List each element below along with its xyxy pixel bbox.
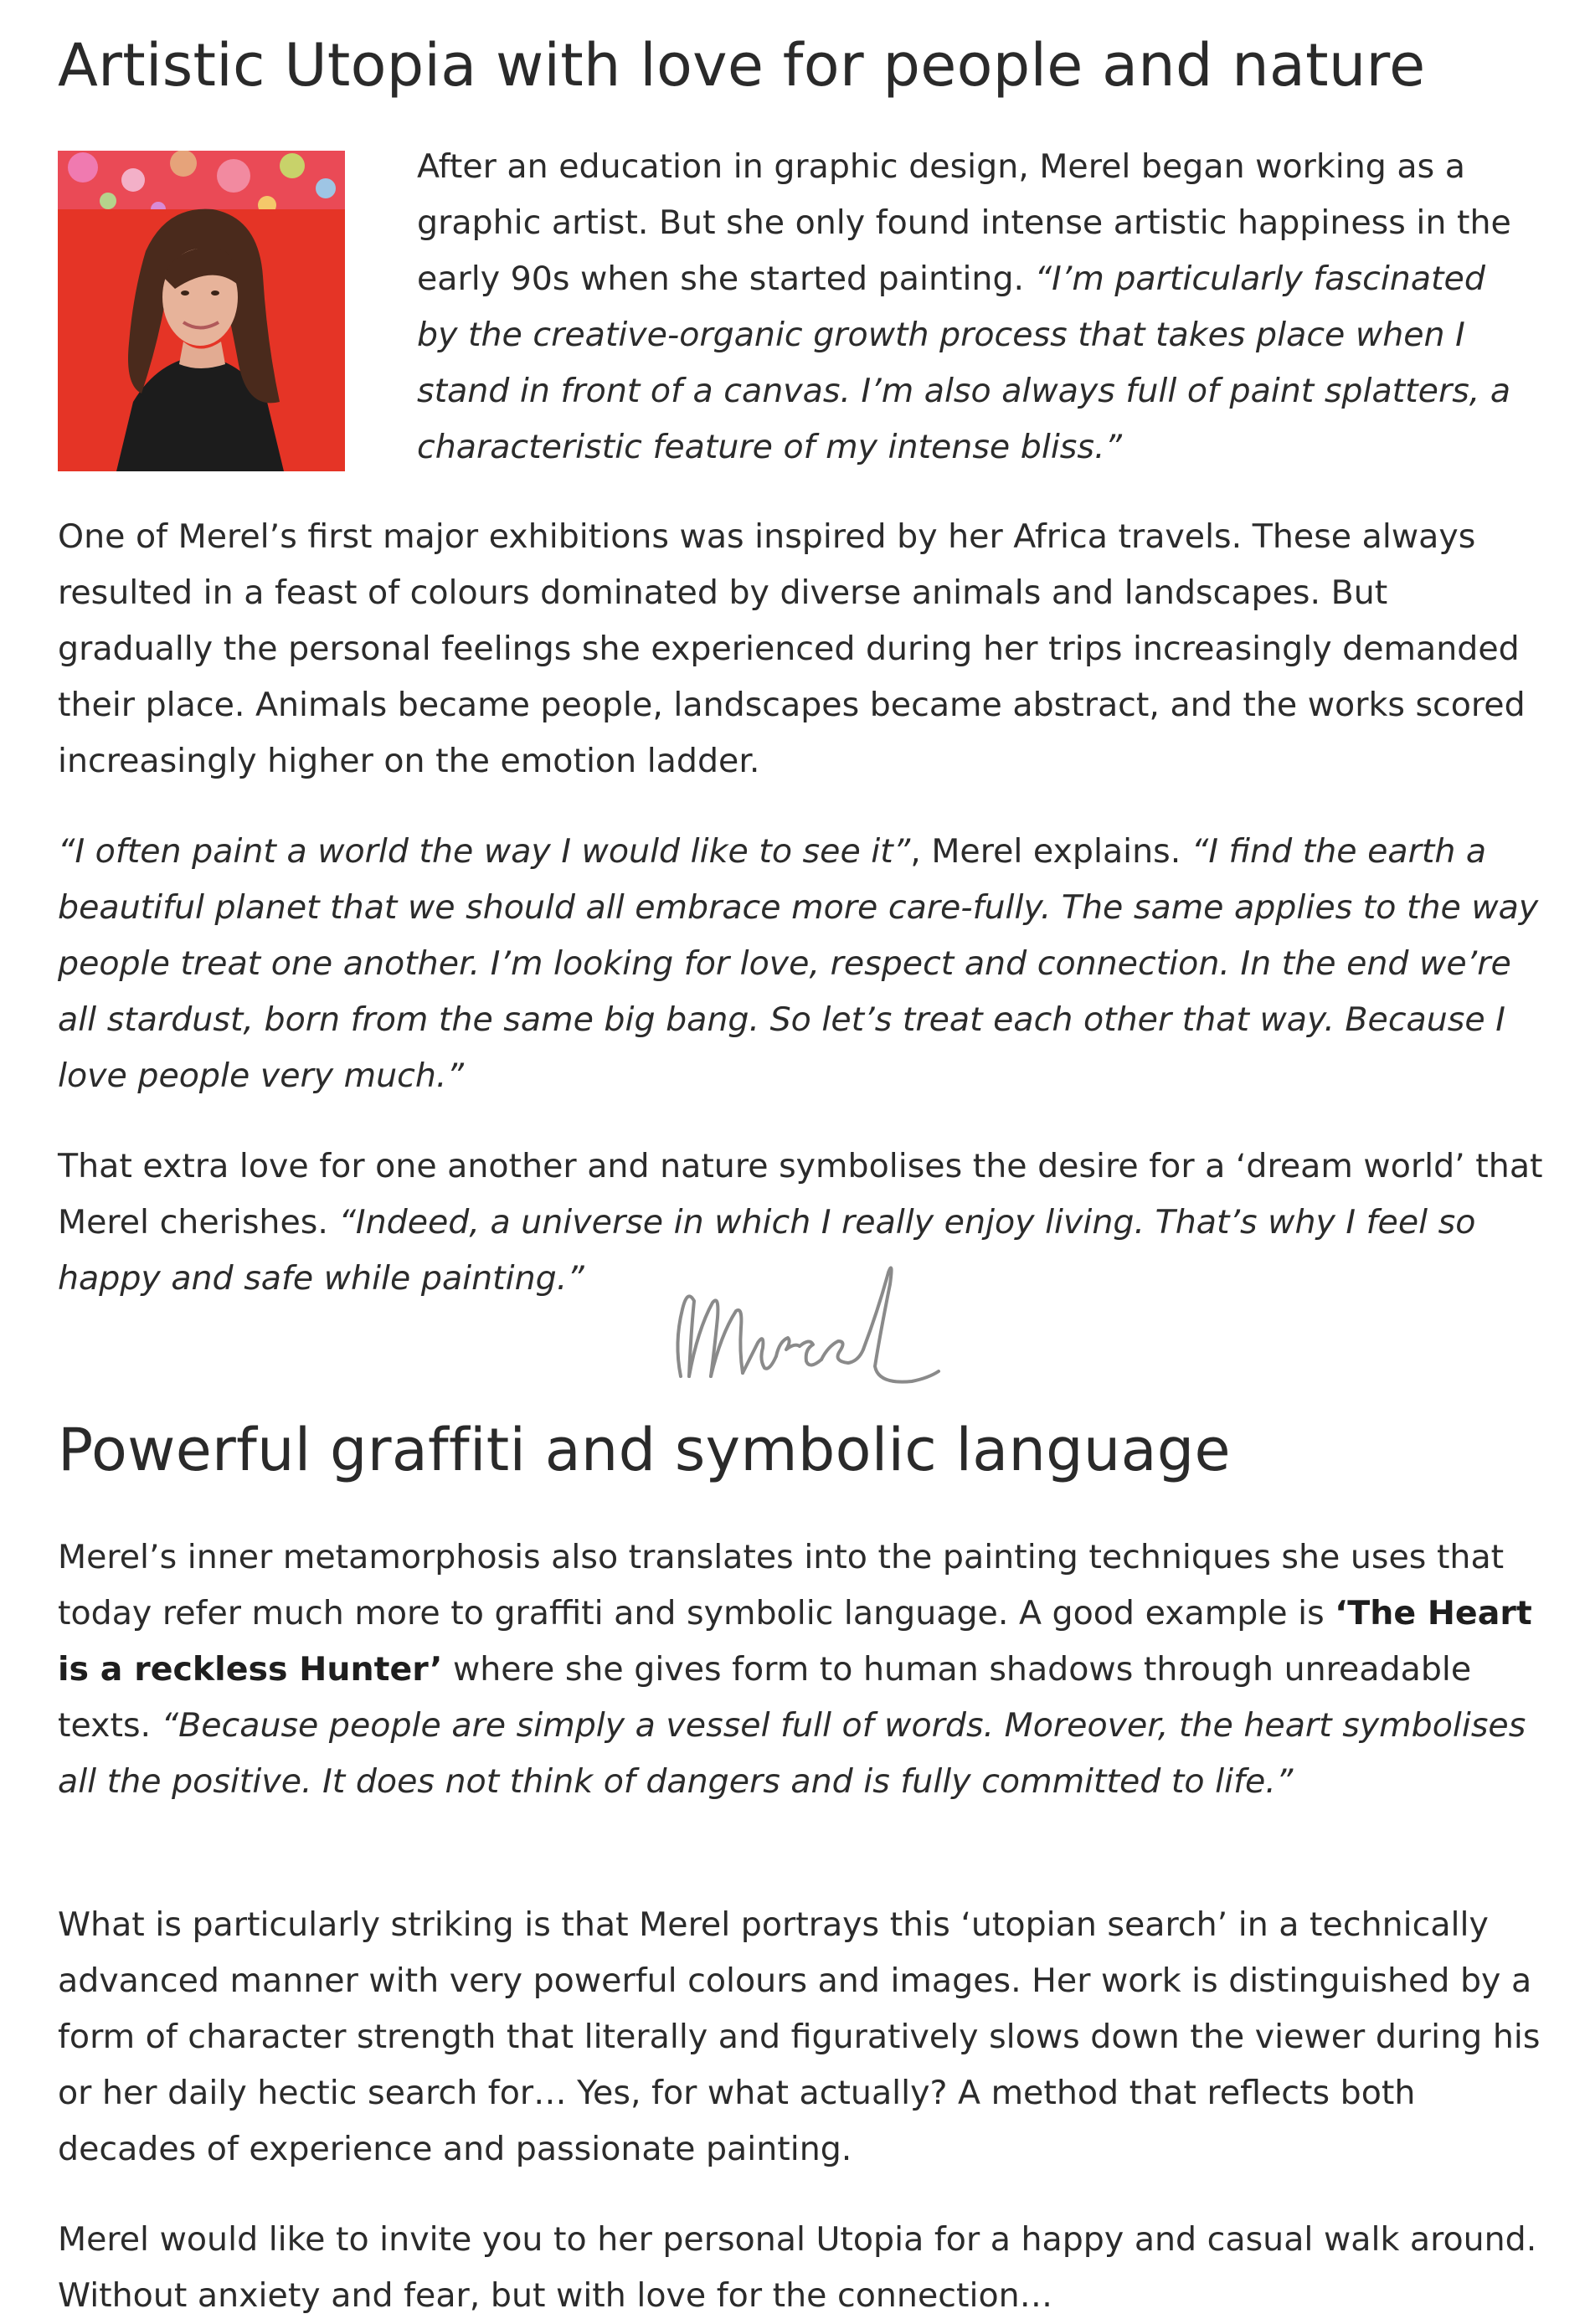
paragraph-text: One of Merel’s first major exhibitions was inspired by her Africa travels. These always resulted in a feast of colours dominated by diverse animals and landscapes. But gradually the personal feelings she experienced during her trips increasingly demanded their place. Animals became people, landscapes became abstract, and the works scored increasingly higher on the emotion ladder. — [58, 517, 1526, 780]
intro-quote: “I’m particularly fascinated by the creative-organic growth process that takes place when I stand in front of a canvas. I’m also always full of paint splatters, a characteristic feature of my intense bliss.” — [417, 260, 1511, 466]
paragraph-text: Merel’s inner metamorphosis also translates into the painting techniques she uses that today refer much more to graffiti and symbolic language. A good example is — [58, 1538, 1505, 1632]
quote-attribution: , Merel explains. — [910, 832, 1191, 871]
paragraph-metamorphosis — [58, 1530, 1548, 1810]
paragraph-text: Merel would like to invite you to her personal Utopia for a happy and casual walk around. Without anxiety and fear, but with love for the connection… — [58, 2220, 1537, 2315]
quote-earth: “I find the earth a beautiful planet that we should all embrace more care-fully. The same applies to the way people treat one another. I’m looking for love, respect and connection. In the end we’re all stardust, born from the same big bang. So let’s treat each other that way. Because I love people very much.” — [58, 832, 1539, 1095]
paragraph-world-quote — [58, 824, 1548, 1104]
section-heading-artistic-utopia: Artistic Utopia with love for people and nature — [58, 31, 1426, 100]
quote-vessel: “Because people are simply a vessel full of words. Moreover, the heart symbolises all the positive. It does not think of dangers and is fully committed to life.” — [58, 1706, 1526, 1801]
paragraph-utopian-search — [58, 1897, 1548, 2177]
artist-signature — [669, 1251, 954, 1393]
section-heading-graffiti: Powerful graffiti and symbolic language — [58, 1416, 1231, 1484]
paragraph-invitation — [58, 2212, 1548, 2324]
intro-text: After an education in graphic design, Merel began working as a graphic artist. But she only found intense artistic happiness in the early 90s when she started painting. — [417, 147, 1511, 298]
paragraph-text: What is particularly striking is that Merel portrays this ‘utopian search’ in a technically advanced manner with very powerful colours and images. Her work is distinguished by a form of character strength that literally and figuratively slows down the viewer during his or her daily hectic search for… Yes, for what actually? A method that reflects both decades of experience and passionate painting. — [58, 1905, 1541, 2168]
artwork-title: ‘The Heart is a reckless Hunter’ — [58, 1594, 1532, 1689]
quote-world: “I often paint a world the way I would like to see it” — [58, 832, 911, 871]
paragraph-text-continued: where she gives form to human shadows through unreadable texts. — [58, 1650, 1472, 1745]
quote-universe: “Indeed, a universe in which I really enjoy living. That’s why I feel so happy and safe while painting.” — [58, 1203, 1476, 1298]
paragraph-text: That extra love for one another and nature symbolises the desire for a ‘dream world’ that Merel cherishes. — [58, 1147, 1543, 1242]
intro-paragraph — [417, 139, 1531, 476]
paragraph-africa-travels — [58, 509, 1548, 789]
artist-portrait-photo — [58, 151, 345, 471]
